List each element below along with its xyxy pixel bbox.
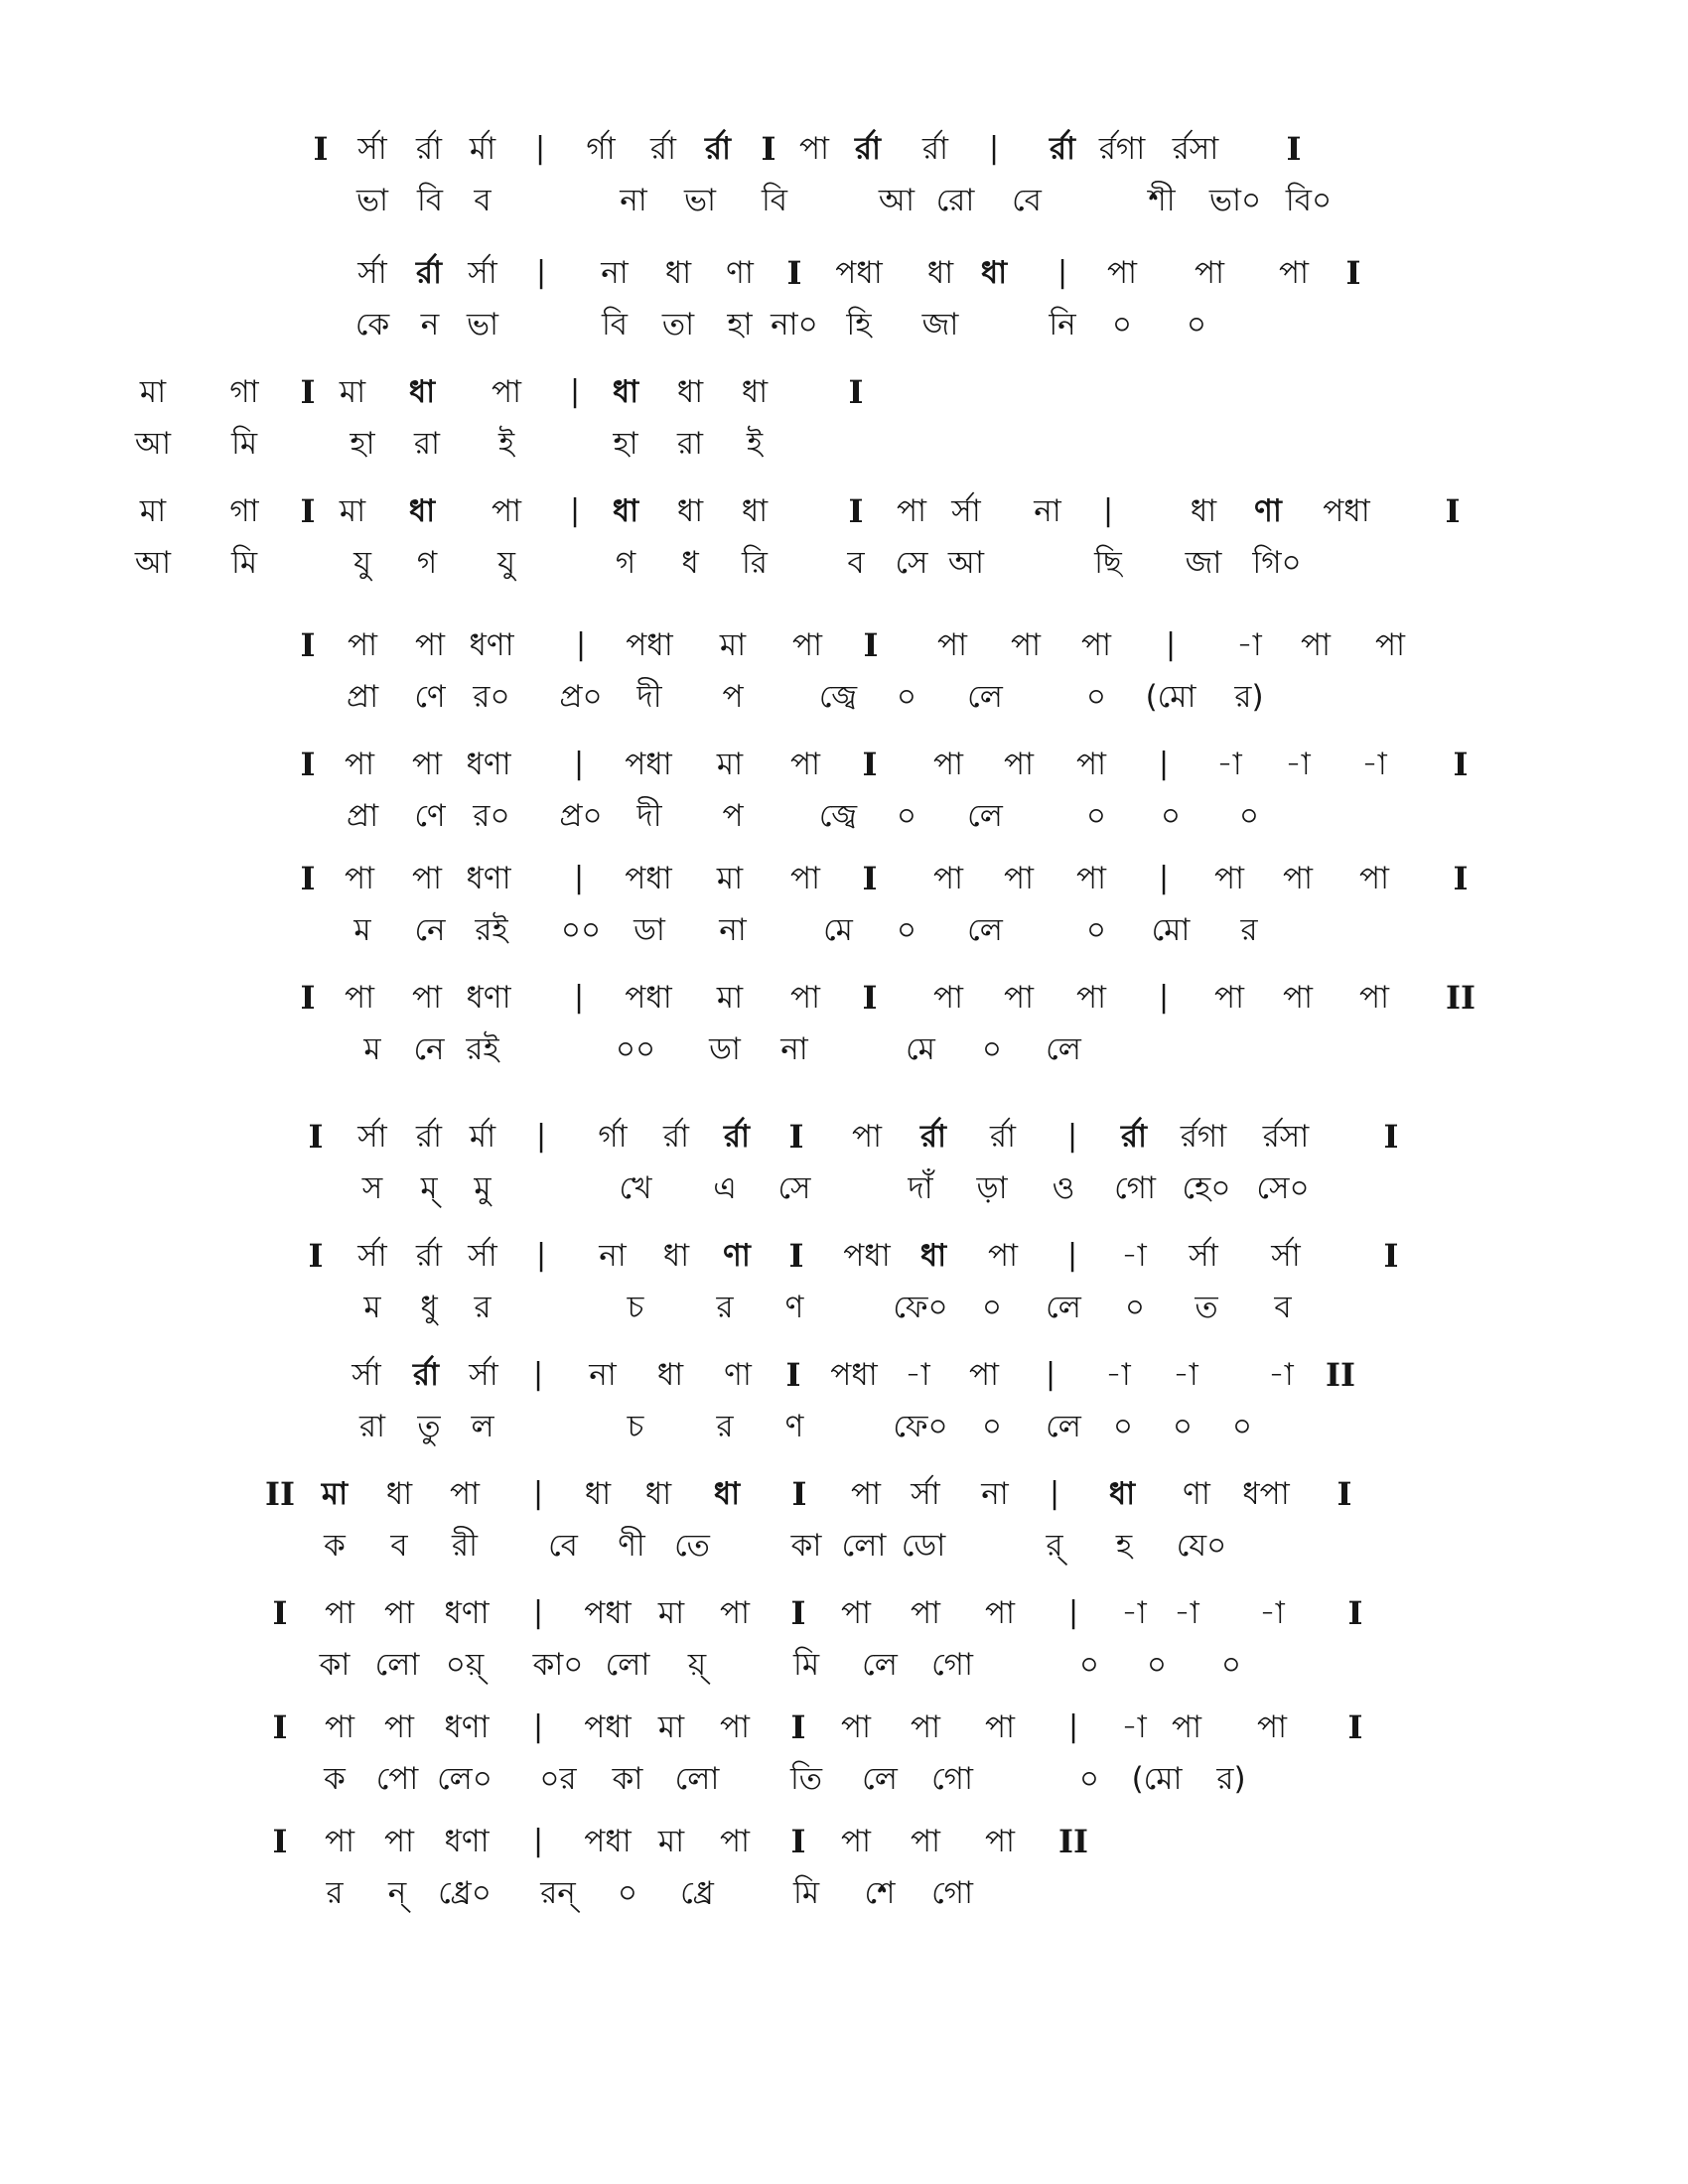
notation-page: I র্সা র্রা র্মা | র্গা র্রা র্রা I পা র্রা র্রা | র্রা র্রগা র্রসা I ভা বি ব না ভা বি আ রো বে শী ভা০ বি০ র্সা র্রা র্সা | না ধা ণা I পধা ধা ধা | পা পা পা I কে ন ভা বি তা হা না০ হি জা নি ০ ০ মা গা I মা ধা পা | ধা ধা ধা I আ মি হা রা ই হা রা ই মা গা I মা ধা পা | ধা ধা ধা I পা র্সা না | ধা ণা পধা I আ মি যু গ যু গ ধ রি ব সে আ ছি জা গি০ I পা পা ধণা | পধা মা পা I পা পা পা | -া পা পা প্রা ণে র০ প্র০ দী প জ্বে ০ লে ০ (মো র) I পা পা ধণা | পধা মা পা I পা পা পা | -া -া -া I প্রা ণে র০ প্র০ দী প জ্বে ০ লে ০ ০ ০ I পা পা ধণা | পধা মা পা I পা পা পা | পা পা পা I ম নে রই ০০ ডা না মে ০ লে ০ মো র I পা পা ধণা | পধা মা পা I পা পা পা | পা পা পা II ম নে রই ০০ ডা না মে ০ লে I র্সা র্রা র্মা | র্গা র্রা র্রা I পা র্রা র্রা | র্রা র্রগা র্রসা I স ম্ মু খে এ সে দাঁ ড়া ও গো হে০ সে০ I র্সা র্রা র্সা | না ধা ণা I পধা ধা পা | -া র্সা র্সা I ম ধু র চ র ণ ফে০ ০ লে ০ ত ব র্সা র্রা র্সা | না ধা ণা I পধা -া পা | -া -া -া II রা তু ল চ র ণ ফে০ ০ লে ০ ০ ০ II মা ধা পা | ধা ধা ধা I পা র্সা না | ধা ণা ধপা I ক ব রী বে ণী তে কা লো ডো র্ হ যে০ I পা পা ধণা | পধা মা পা I পা পা পা | -া -া -া I কা লো ০য়্ কা০ লো য়্ মি লে গো ০ ০ ০ I পা পা ধণা | পধা মা পা I পা পা পা | -া পা পা I ক পো লে০ ০র কা লো তি লে গো ০ (মো র) I পা পা ধণা | পধা মা পা I পা পা পা II র ন্ ধ্রে০ রন্ ০ ধ্রে মি শে গো xyxy=(134,130,1476,1911)
